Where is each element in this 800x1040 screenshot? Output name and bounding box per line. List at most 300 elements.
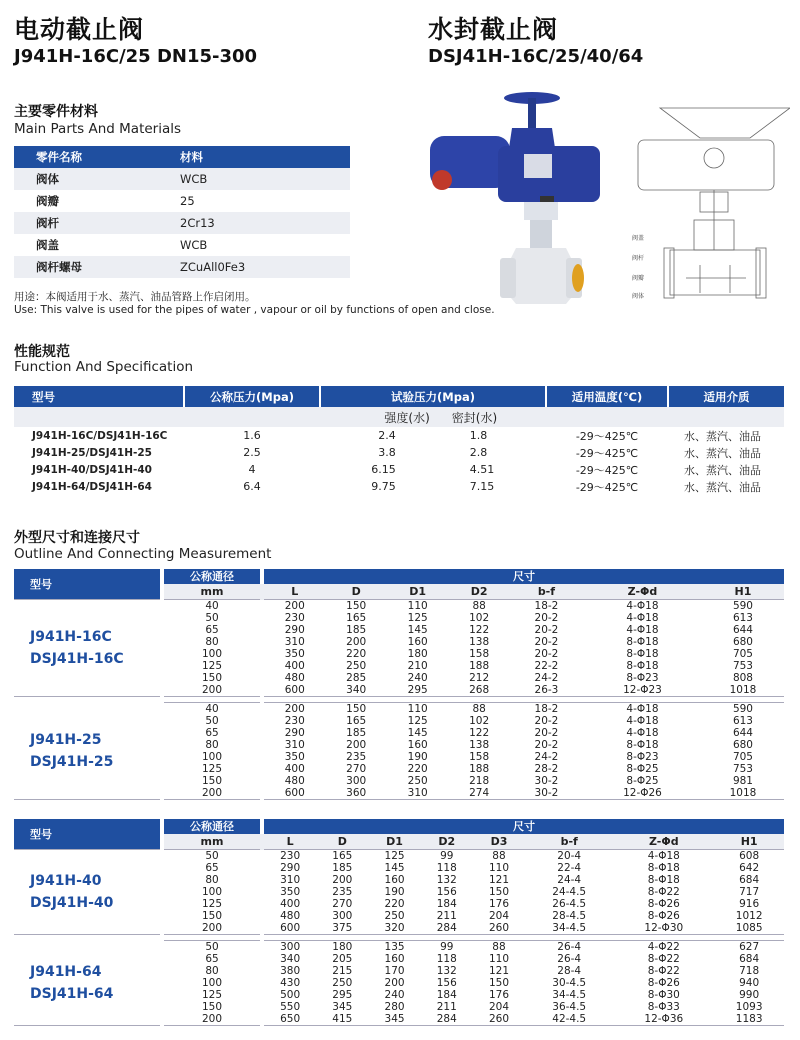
outline-col-4: b-f — [510, 584, 583, 600]
func-sub-seal: 密封(水) — [451, 410, 498, 425]
outline-cell: 110 — [488, 862, 509, 874]
outline-cell: 220 — [407, 763, 428, 775]
outline-cell: 185 — [346, 624, 367, 636]
outline-cell: 220 — [346, 648, 367, 660]
part-name: 阀盖 — [36, 238, 59, 252]
outline-cell: 250 — [346, 660, 367, 672]
outline-cell: 200 — [264, 703, 325, 716]
outline-cell: 50 — [164, 941, 260, 954]
outline-cell: 100 — [201, 977, 223, 989]
func-cell-seal: 1.8 — [469, 429, 488, 442]
drawing-label-disc: 阀瓣 — [632, 275, 645, 282]
outline-cell: 360 — [325, 787, 386, 800]
outline-cell: 295 — [332, 989, 353, 1001]
outline-cell: 600 — [264, 787, 325, 800]
outline-cell: 20-2 — [534, 648, 559, 660]
outline-cell: 1018 — [702, 684, 784, 697]
outline-cell: 211 — [436, 1001, 457, 1013]
outline-cell: 200 — [164, 787, 260, 800]
outline-cell: 235 — [332, 886, 353, 898]
outline-cell: 132 — [436, 965, 457, 977]
outline-cell: 310 — [284, 739, 305, 751]
outline-cell: 290 — [284, 624, 305, 636]
outline-cell: 480 — [284, 672, 305, 684]
outline-cell: 165 — [346, 715, 367, 727]
outline-cell: 250 — [332, 977, 353, 989]
outline-cell: 608 — [714, 850, 784, 863]
outline-cell: 240 — [384, 989, 405, 1001]
outline-cell: 1093 — [735, 1001, 763, 1013]
outline-cell: 65 — [205, 953, 219, 965]
outline-cell: 80 — [205, 739, 219, 751]
outline-col-5: Z-Φd — [583, 584, 702, 600]
outline-cell: 50 — [205, 715, 219, 727]
outline-cell: 100 — [201, 751, 223, 763]
outline-model-name: DSJ41H-25 — [30, 753, 114, 770]
outline-cell: 8-Φ30 — [647, 989, 680, 1001]
outline-cell: 345 — [332, 1001, 353, 1013]
outline-cell: 8-Φ33 — [647, 1001, 680, 1013]
outline-cell: 200 — [384, 977, 405, 989]
func-cell-temp: -29～425℃ — [575, 429, 639, 443]
outline-cell: 8-Φ23 — [626, 751, 659, 763]
func-cell-pn: 4 — [248, 463, 256, 476]
outline-cell: 20-2 — [534, 624, 559, 636]
parts-row — [14, 190, 350, 212]
outline-cell: 150 — [201, 1001, 223, 1013]
outline-model-name: J941H-25 — [30, 731, 102, 748]
func-cell-pn: 1.6 — [243, 429, 261, 442]
outline-col-0: L — [264, 584, 325, 600]
outline-cell: 613 — [732, 715, 753, 727]
func-col-pressure: 公称压力(Mpa) — [184, 386, 320, 407]
outline-cell: 138 — [469, 636, 490, 648]
outline-cell: 500 — [280, 989, 301, 1001]
outline-cell: 40 — [164, 600, 260, 613]
outline-cell: 150 — [488, 977, 509, 989]
outline-cell: 350 — [284, 751, 305, 763]
outline-cell: 65 — [205, 727, 219, 739]
outline-cell: 125 — [201, 898, 223, 910]
outline-cell: 350 — [284, 648, 305, 660]
outline-col-3: D2 — [421, 834, 473, 850]
outline-cell: 400 — [280, 898, 301, 910]
outline-cell: 118 — [436, 862, 457, 874]
outline-cell: 590 — [702, 600, 784, 613]
outline-cell: 22-2 — [534, 660, 559, 672]
outline-cell: 200 — [164, 1013, 260, 1026]
outline-cell: 613 — [732, 612, 753, 624]
outline-cell: 65 — [205, 624, 219, 636]
outline-header-row — [14, 819, 784, 834]
func-cell-seal: 2.8 — [469, 446, 488, 459]
outline-cell: 300 — [264, 941, 316, 954]
outline-cell: 8-Φ18 — [626, 660, 659, 672]
outline-cell: 122 — [469, 727, 490, 739]
outline-cell: 210 — [407, 660, 428, 672]
outline-cell: 4-Φ22 — [613, 941, 714, 954]
outline-cell: 717 — [739, 886, 760, 898]
outline-cell: 415 — [316, 1013, 368, 1026]
outline-cell: 88 — [473, 850, 525, 863]
outline-cell: 80 — [205, 965, 219, 977]
outline-cell: 320 — [368, 922, 420, 935]
outline-col-5: b-f — [525, 834, 613, 850]
outline-cell: 180 — [316, 941, 368, 954]
outline-cell: 4-Φ18 — [626, 715, 659, 727]
func-cell-pn: 6.4 — [243, 480, 261, 493]
outline-cell: 290 — [284, 727, 305, 739]
outline-cell: 270 — [346, 763, 367, 775]
outline-cell: 705 — [732, 648, 753, 660]
outline-cell: 180 — [407, 648, 428, 660]
outline-cell: 145 — [407, 624, 428, 636]
outline-cell: 650 — [264, 1013, 316, 1026]
func-cell-seal: 7.15 — [469, 480, 495, 493]
outline-cell: 18-2 — [510, 600, 583, 613]
outline-cell: 1012 — [735, 910, 763, 922]
outline-cell: 34-4.5 — [525, 922, 613, 935]
outline-cell: 218 — [469, 775, 490, 787]
outline-model-cell — [14, 850, 160, 935]
outline-cell: 644 — [732, 727, 753, 739]
outline-cell: 4-Φ18 — [626, 727, 659, 739]
outline-cell: 600 — [264, 922, 316, 935]
drawing-label-stem: 阀杆 — [632, 255, 645, 262]
func-row — [14, 444, 784, 461]
outline-col-2: D1 — [368, 834, 420, 850]
outline-cell: 176 — [488, 989, 509, 1001]
part-name: 阀杆 — [36, 216, 59, 230]
func-sub-strength: 强度(水) — [384, 410, 430, 425]
outline-cell: 65 — [205, 862, 219, 874]
outline-cell: 24-4 — [557, 874, 582, 886]
outline-cell: 684 — [739, 874, 760, 886]
outline-cell: 24-2 — [534, 672, 559, 684]
outline-cell: 340 — [325, 684, 386, 697]
outline-cell: 160 — [384, 874, 405, 886]
outline-model-cell — [14, 600, 160, 697]
outline-cell: 12-Φ26 — [583, 787, 702, 800]
outline-cell: 642 — [739, 862, 760, 874]
parts-row — [14, 168, 350, 190]
outline-cell: 8-Φ18 — [626, 636, 659, 648]
usage-cn: 用途：本阀适用于水、蒸汽、油品管路上作启闭用。 — [14, 291, 256, 303]
outline-cell: 12-Φ36 — [613, 1013, 714, 1026]
outline-cell: 200 — [332, 874, 353, 886]
outline-cell: 8-Φ18 — [626, 739, 659, 751]
outline-col-model: 型号 — [14, 569, 160, 600]
func-col-temp: 适用温度(℃) — [546, 386, 668, 407]
outline-cell: 20-2 — [534, 715, 559, 727]
outline-cell: 50 — [164, 850, 260, 863]
outline-cell: 981 — [732, 775, 753, 787]
outline-cell: 280 — [384, 1001, 405, 1013]
outline-cell: 284 — [421, 1013, 473, 1026]
outline-cell: 400 — [284, 660, 305, 672]
outline-cell: 110 — [387, 600, 448, 613]
outline-cell: 680 — [732, 739, 753, 751]
outline-cell: 4-Φ18 — [583, 600, 702, 613]
func-cell-strength: 6.15 — [371, 463, 396, 476]
outline-cell: 110 — [488, 953, 509, 965]
outline-cell: 185 — [332, 862, 353, 874]
drawing-label-body: 阀体 — [632, 293, 645, 300]
outline-cell: 8-Φ22 — [647, 886, 680, 898]
outline-model-name: DSJ41H-64 — [30, 985, 114, 1002]
func-header-row — [14, 386, 784, 407]
outline-cell: 145 — [384, 862, 405, 874]
outline-cell: 260 — [473, 922, 525, 935]
outline-cell: 125 — [201, 989, 223, 1001]
outline-cell: 110 — [387, 703, 448, 716]
outline-cell: 480 — [280, 910, 301, 922]
part-name: 阀杆螺母 — [36, 260, 82, 274]
func-cell-pn: 2.5 — [243, 446, 261, 459]
outline-cell: 12-Φ23 — [583, 684, 702, 697]
outline-col-1: D — [325, 584, 386, 600]
outline-cell: 88 — [473, 941, 525, 954]
outline-cell: 550 — [280, 1001, 301, 1013]
outline-cell: 375 — [316, 922, 368, 935]
outline-cell: 644 — [732, 624, 753, 636]
part-material: 2Cr13 — [180, 216, 215, 230]
outline-cell: 24-4.5 — [552, 886, 587, 898]
outline-cell: 684 — [739, 953, 760, 965]
outline-cell: 274 — [448, 787, 509, 800]
outline-cell: 188 — [469, 660, 490, 672]
outline-cell: 18-2 — [510, 703, 583, 716]
func-subheader-row — [14, 407, 784, 427]
outline-cell: 100 — [201, 886, 223, 898]
outline-col-6: Z-Φd — [613, 834, 714, 850]
outline-cell: 160 — [407, 636, 428, 648]
outline-dn-unit: mm — [164, 584, 260, 600]
outline-col-dn: 公称通径 — [164, 819, 260, 834]
outline-cell: 42-4.5 — [525, 1013, 613, 1026]
outline-cell: 80 — [205, 874, 219, 886]
outline-cell: 122 — [469, 624, 490, 636]
part-material: WCB — [180, 238, 208, 252]
outline-cell: 150 — [325, 703, 386, 716]
outline-cell: 150 — [201, 672, 223, 684]
table-row — [14, 703, 784, 716]
outline-cell: 121 — [488, 874, 509, 886]
outline-cell: 340 — [280, 953, 301, 965]
func-cell-model: J941H-40/DSJ41H-40 — [32, 463, 152, 476]
outline-col-model: 型号 — [14, 819, 160, 850]
outline-cell: 190 — [407, 751, 428, 763]
outline-cell: 188 — [469, 763, 490, 775]
outline-cell: 165 — [346, 612, 367, 624]
title-right-cn: 水封截止阀 — [428, 15, 559, 44]
outline-cell: 138 — [469, 739, 490, 751]
outline-cell: 480 — [284, 775, 305, 787]
func-col-test: 试验压力(Mpa) — [320, 386, 546, 407]
outline-cell: 4-Φ18 — [626, 612, 659, 624]
func-cell-strength: 2.4 — [378, 429, 396, 442]
outline-cell: 170 — [384, 965, 405, 977]
outline-cell: 20-2 — [534, 739, 559, 751]
outline-cell: 8-Φ25 — [626, 775, 659, 787]
outline-cell: 160 — [407, 739, 428, 751]
title-right-en: DSJ41H-16C/25/40/64 — [428, 46, 644, 67]
outline-cell: 250 — [384, 910, 405, 922]
outline-cell: 230 — [284, 715, 305, 727]
parts-row — [14, 212, 350, 234]
outline-cell: 8-Φ18 — [647, 862, 680, 874]
outline-cell: 230 — [284, 612, 305, 624]
outline-cell: 36-4.5 — [552, 1001, 587, 1013]
outline-cell: 290 — [280, 862, 301, 874]
outline-cell: 26-4 — [557, 953, 582, 965]
parts-row — [14, 256, 350, 278]
outline-cell: 50 — [205, 612, 219, 624]
table-row — [14, 941, 784, 954]
func-cell-model: J941H-25/DSJ41H-25 — [32, 446, 152, 459]
outline-cell: 88 — [448, 703, 509, 716]
outline-cell: 150 — [201, 775, 223, 787]
outline-cell: 310 — [387, 787, 448, 800]
outline-header-row — [14, 569, 784, 584]
title-left-en: J941H-16C/25 DN15-300 — [14, 46, 258, 67]
outline-cell: 260 — [473, 1013, 525, 1026]
outline-cell: 150 — [488, 886, 509, 898]
func-cell-temp: -29～425℃ — [575, 446, 639, 460]
parts-table — [14, 146, 350, 278]
outline-cell: 125 — [368, 850, 420, 863]
outline-cell: 718 — [739, 965, 760, 977]
outline-cell: 8-Φ25 — [626, 763, 659, 775]
outline-col-size: 尺寸 — [264, 819, 784, 834]
func-heading-cn: 性能规范 — [14, 344, 70, 360]
outline-cell: 176 — [488, 898, 509, 910]
outline-model-cell — [14, 703, 160, 800]
outline-cell: 8-Φ22 — [647, 953, 680, 965]
func-cell-temp: -29～425℃ — [575, 463, 639, 477]
outline-cell: 102 — [469, 715, 490, 727]
outline-cell: 8-Φ26 — [647, 910, 680, 922]
outline-model-name: J941H-40 — [30, 873, 102, 889]
outline-cell: 88 — [448, 600, 509, 613]
part-name: 阀瓣 — [36, 194, 59, 208]
part-name: 阀体 — [36, 172, 59, 186]
outline-cell: 200 — [346, 636, 367, 648]
outline-cell: 705 — [732, 751, 753, 763]
outline-cell: 590 — [702, 703, 784, 716]
outline-cell: 125 — [407, 612, 428, 624]
outline-cell: 300 — [346, 775, 367, 787]
outline-cell: 26-3 — [510, 684, 583, 697]
outline-cell: 24-2 — [534, 751, 559, 763]
outline-col-dn: 公称通径 — [164, 569, 260, 584]
outline-table-2 — [14, 819, 784, 1026]
outline-cell: 204 — [488, 1001, 509, 1013]
outline-cell: 184 — [436, 989, 457, 1001]
outline-cell: 20-2 — [534, 612, 559, 624]
outline-cell: 158 — [469, 751, 490, 763]
func-cell-seal: 4.51 — [469, 463, 495, 476]
outline-cell: 184 — [436, 898, 457, 910]
outline-cell: 30-2 — [534, 775, 559, 787]
outline-cell: 160 — [384, 953, 405, 965]
outline-cell: 1018 — [702, 787, 784, 800]
outline-col-4: D3 — [473, 834, 525, 850]
col-material: 材料 — [180, 150, 203, 164]
outline-cell: 135 — [368, 941, 420, 954]
outline-cell: 204 — [488, 910, 509, 922]
outline-cell: 680 — [732, 636, 753, 648]
outline-col-0: L — [264, 834, 316, 850]
outline-cell: 150 — [325, 600, 386, 613]
outline-cell: 268 — [448, 684, 509, 697]
outline-cell: 118 — [436, 953, 457, 965]
outline-cell: 8-Φ22 — [647, 965, 680, 977]
outline-cell: 100 — [201, 648, 223, 660]
func-cell-temp: -29～425℃ — [575, 480, 639, 494]
part-material: WCB — [180, 172, 208, 186]
part-material: ZCuAll0Fe3 — [180, 260, 246, 274]
valve-photo — [420, 88, 620, 308]
outline-cell: 200 — [264, 600, 325, 613]
outline-cell: 205 — [332, 953, 353, 965]
outline-cell: 99 — [421, 850, 473, 863]
outline-col-7: H1 — [714, 834, 784, 850]
outline-cell: 285 — [346, 672, 367, 684]
outline-heading-cn: 外型尺寸和连接尺寸 — [14, 530, 140, 546]
outline-cell: 380 — [280, 965, 301, 977]
func-row — [14, 461, 784, 478]
outline-cell: 940 — [739, 977, 760, 989]
outline-cell: 240 — [407, 672, 428, 684]
outline-cell: 235 — [346, 751, 367, 763]
parts-heading-en: Main Parts And Materials — [14, 121, 182, 137]
outline-cell: 156 — [436, 886, 457, 898]
title-left-cn: 电动截止阀 — [14, 15, 145, 44]
parts-header-row — [14, 146, 350, 168]
outline-cell: 132 — [436, 874, 457, 886]
func-cell-medium: 水、蒸汽、油品 — [684, 429, 761, 443]
outline-cell: 30-4.5 — [552, 977, 587, 989]
outline-cell: 627 — [714, 941, 784, 954]
usage-en: Use: This valve is used for the pipes of water , vapour or oil by functions of open and close. — [14, 304, 495, 316]
outline-cell: 145 — [407, 727, 428, 739]
outline-cell: 4-Φ18 — [626, 624, 659, 636]
outline-cell: 102 — [469, 612, 490, 624]
outline-cell: 310 — [284, 636, 305, 648]
outline-col-2: D1 — [387, 584, 448, 600]
outline-cell: 200 — [164, 922, 260, 935]
outline-cell: 40 — [164, 703, 260, 716]
outline-cell: 28-2 — [534, 763, 559, 775]
outline-col-3: D2 — [448, 584, 509, 600]
outline-cell: 121 — [488, 965, 509, 977]
outline-cell: 430 — [280, 977, 301, 989]
outline-cell: 400 — [284, 763, 305, 775]
outline-cell: 99 — [421, 941, 473, 954]
table-row — [14, 850, 784, 863]
outline-cell: 310 — [280, 874, 301, 886]
outline-cell: 295 — [387, 684, 448, 697]
outline-table-1 — [14, 569, 784, 800]
parts-row — [14, 234, 350, 256]
outline-cell: 753 — [732, 660, 753, 672]
outline-cell: 12-Φ30 — [613, 922, 714, 935]
func-cell-model: J941H-64/DSJ41H-64 — [32, 480, 152, 493]
outline-cell: 212 — [469, 672, 490, 684]
outline-cell: 211 — [436, 910, 457, 922]
part-material: 25 — [180, 194, 195, 208]
